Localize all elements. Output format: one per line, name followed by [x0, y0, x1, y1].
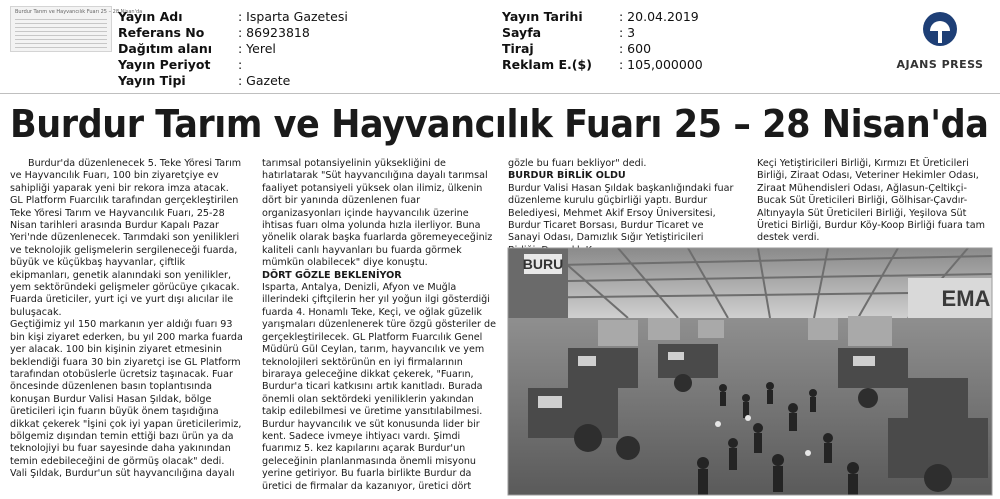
- paragraph: Keçi Yetiştiricileri Birliği, Kırmızı Et Üreticileri Birliği, Ziraat Odası, Veteriner Hekimler Odası, Ziraat Mühendisleri Odası, Ağlasun-Çeltikçi-Bucak Süt Üreticileri Birliği, Gölhisar-Çavdır-Altınyayla Süt Üreticileri Birliği, Yeşilova Süt Üretici Birliği, Burdur Köy-Koop Birliği fuara tam destek verdi.: [757, 158, 985, 244]
- paragraph: Burdur'da düzenlenecek 5. Teke Yöresi Tarım ve Hayvancılık Fuarı, 100 bin ziyaretçiye ev sahipliği yaparak yeni bir rekora imza atacak.: [10, 158, 242, 194]
- subheading: BURDUR BİRLİK OLDU: [508, 170, 626, 182]
- article-column-1: [10, 158, 245, 481]
- photo-sign-left: BURU: [522, 256, 564, 272]
- paragraph: Geçtiğimiz yıl 150 markanın yer aldığı fuarı 93 bin kişi ziyaret ederken, bu yıl 200 marka fuarda yer alacak. 100 bin kişinin ziyaret etmesinin beklendiği fuara 30 bin ziyaretçi ise GL Platform tarafından otobüslerle ücretsiz taşınacak. Fuar öncesinde düzenlenen basın toplantısında konuşan Burdur Valisi Hasan Şıldak, bölge üreticileri için fuarın büyük önem taşıdığına dikkat çekerek "İşini çok iyi yapan üreticilerimiz, bölgemiz dışından temin ettiği bazı ürün ya da teknolojiyi bu fuar sayesinde daha yakınından temin edebileceğini de görmüş olacak" dedi.: [10, 319, 243, 467]
- paragraph: Burdur Valisi Hasan Şıldak başkanlığındaki fuar düzenleme kurulu güçbirliği yaptı. Burdur Belediyesi, Mehmet Akif Ersoy Üniversitesi, Burdur Ticaret Borsası, Burdur Ticaret ve Sanayi Odası, Damızlık Sığır Yetiştiricileri: [508, 182, 734, 244]
- article-column-2: [262, 158, 497, 493]
- meta-label: Yayın Tarihi: [502, 9, 583, 24]
- subheading: DÖRT GÖZLE BEKLENİYOR: [262, 269, 402, 281]
- meta-value: : 86923818: [238, 25, 310, 40]
- meta-value: : 105,000000: [619, 57, 703, 72]
- meta-label: Yayın Tipi: [118, 73, 186, 88]
- meta-label: Tiraj: [502, 41, 534, 56]
- meta-value: : Isparta Gazetesi: [238, 9, 348, 24]
- paragraph: gözle bu fuarı bekliyor" dedi.: [508, 158, 647, 169]
- meta-label: Yayın Periyot: [118, 57, 211, 72]
- ajans-press-logo-icon: [923, 12, 957, 46]
- logo-text: AJANS PRESS: [896, 58, 984, 71]
- clipping-header: [0, 0, 1000, 92]
- paragraph: Vali Şıldak, Burdur'un süt hayvancılığına dayalı: [10, 468, 235, 480]
- article-thumbnail[interactable]: [10, 6, 143, 52]
- meta-label: Dağıtım alanı: [118, 41, 213, 56]
- photo-sign-right: EMA: [941, 286, 991, 311]
- article-column-4: [757, 158, 992, 245]
- fair-photo-image: [508, 248, 992, 495]
- meta-value: : 20.04.2019: [619, 9, 699, 24]
- article-headline: Burdur Tarım ve Hayvancılık Fuarı 25 – 28 Nisan'da: [10, 102, 989, 146]
- meta-label: Sayfa: [502, 25, 542, 40]
- ajans-press-logo: [890, 6, 990, 80]
- meta-value: : 3: [619, 25, 636, 40]
- meta-label: Yayın Adı: [118, 9, 183, 24]
- meta-value: : 600: [619, 41, 652, 56]
- article-column-3: [508, 158, 736, 257]
- paragraph: GL Platform Fuarcılık tarafından gerçekleştirilen Teke Yöresi Tarım ve Hayvancılık Fuarı, 25-28 Nisan tarihleri arasında Burdur Kapalı Pazar Yeri'nde düzenlenecek. Tarımdaki son yenilikleri ve teknolojik gelişmelerin sergileneceği fuarda, büyük ve küçükbaş hayvanlar, çiftlik ekipmanları, genetik alanındaki son yenilikler, yem sektöründeki gelişmeler görücüye çıkacak. Fuarda üreticiler, yurt içi ve yurt dışı alıcılar ile buluşacak.: [10, 195, 240, 318]
- meta-label: Reklam E.($): [502, 57, 592, 72]
- meta-value: : Yerel: [238, 41, 276, 56]
- paragraph: Isparta, Antalya, Denizli, Afyon ve Muğla illerindeki çiftçilerin her yıl yoğun ilgi gösterdiği fuarda 4. Honamlı Teke, Keçi, ve oğlak güzelik yarışmaları düzenlenerek türe özgü gösteriler de gerçekleştirilecek. GL Platform Fuarcılık Genel Müdürü Gül Ceylan, tarım, hayvancılık ve yem teknolojileri sektörünün en iyi firmalarının biraraya geleceğine dikkat çekerek, "Fuarın, Burdur'a ticari katkısını artık kanıtladı. Burada önemli olan sektördeki yeniliklerin yakından takip edilebilmesi ve üretime yansıtılabilmesi. Burdur hayvancılık ve süt konusunda lider bir kent. Sadece ivmeye ihtiyacı vardı. Şimdi fuarımız 5. kez kapılarını açarak Burdur'un geleceğinin planlanmasında önemli misyonu yerine getiriyor. Bu fuarla birlikte Burdur da üretici de firmalar da kazanıyor, üretici dört: [262, 282, 497, 492]
- meta-label: Referans No: [118, 25, 205, 40]
- thumbnail-title: Burdur Tarım ve Hayvancılık Fuarı 25 – 28 Nisan'da: [15, 9, 143, 15]
- paragraph: tarımsal potansiyelinin yüksekliğini de hatırlatarak "Süt hayvancılığına dayalı tarımsal faaliyet potansiyeli yüksek olan ilimiz, ülkenin dört bir yanında düzenlenen fuar organizasyonları içinde hayvancılık üzerine ihtisas fuarı olma yolunda hızla ilerliyor. Buna yönelik olarak başka fuarlarda göremeyeceğiniz kaliteli canlı hayvanları bu fuarda görmek mümkün olabilecek" diye konuştu.: [262, 158, 493, 269]
- meta-value: :: [238, 57, 243, 72]
- fair-photo: [508, 248, 992, 495]
- header-divider: [0, 93, 1000, 94]
- meta-value: : Gazete: [238, 73, 291, 88]
